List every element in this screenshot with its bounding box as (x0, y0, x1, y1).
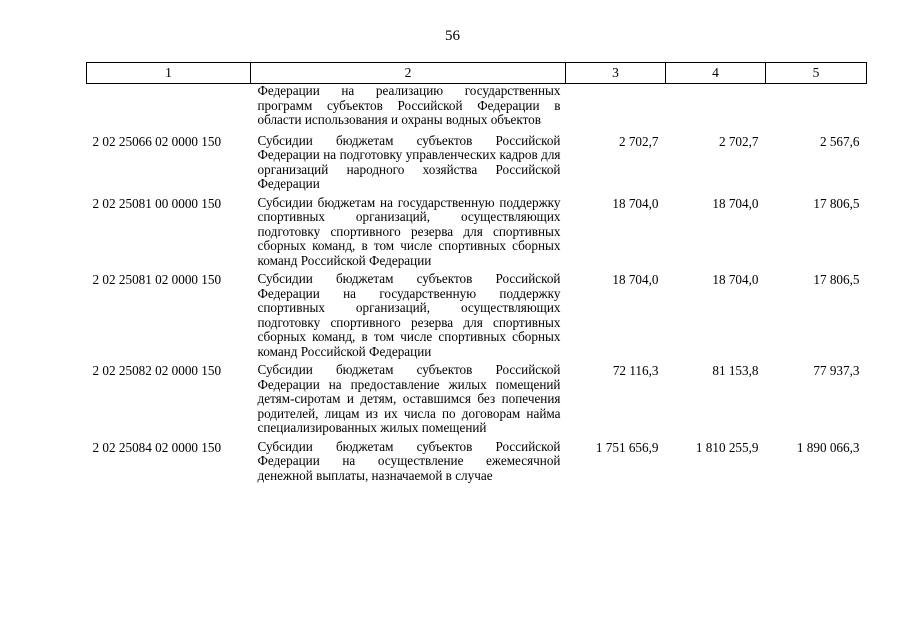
row-value-col5: 1 890 066,3 (796, 439, 860, 455)
column-header-5: 5 (766, 63, 867, 84)
continuation-name: Федерации на реализацию государственных программ субъектов Российской Федерации в области использования и охраны водных объектов (257, 83, 561, 127)
row-value-col5: 77 937,3 (813, 363, 860, 378)
row-value-col3: 72 116,3 (612, 363, 659, 378)
row-code: 2 02 25084 02 0000 150 (92, 439, 222, 455)
row-name: Субсидии бюджетам субъектов Российской Федерации на предоставление жилых помещений детям-сиротам и детям, оставшимся без попечения родителей, лицам из их числа по договорам найма специализированных жилых помещений (257, 362, 561, 435)
table-row (87, 134, 867, 196)
row-value-col4: 18 704,0 (712, 195, 759, 211)
row-value-col3: 2 702,7 (618, 133, 659, 149)
page-number: 56 (445, 28, 460, 44)
row-value-col3: 1 751 656,9 (595, 439, 659, 455)
column-header-3: 3 (566, 63, 666, 84)
row-code: 2 02 25081 02 0000 150 (92, 272, 222, 287)
column-header-1: 1 (87, 63, 251, 84)
row-name: Субсидии бюджетам на государственную поддержку спортивных организаций, осуществляющих подготовку спортивного резерва для спортивных сборных команд, в том числе спортивных сборных команд Российской Федерации (257, 194, 561, 268)
table-row (87, 440, 867, 488)
column-header-4: 4 (666, 63, 766, 84)
row-value-col5: 17 806,5 (813, 272, 860, 287)
budget-table (86, 62, 867, 487)
row-name: Субсидии бюджетам субъектов Российской Федерации на осуществление ежемесячной денежной выплаты, назначаемой в случае (257, 438, 561, 483)
row-code: 2 02 25081 00 0000 150 (92, 195, 222, 211)
column-header-2: 2 (251, 63, 566, 84)
row-value-col4: 1 810 255,9 (695, 439, 759, 455)
row-value-col4: 2 702,7 (718, 133, 759, 149)
row-value-col5: 17 806,5 (813, 195, 860, 211)
row-value-col3: 18 704,0 (612, 272, 659, 287)
row-value-col3: 18 704,0 (612, 195, 659, 211)
table-row (87, 272, 867, 363)
row-name: Субсидии бюджетам субъектов Российской Федерации на подготовку управленческих кадров для организаций народного хозяйства Российской Федерации (257, 132, 561, 191)
row-value-col4: 18 704,0 (712, 272, 759, 287)
table-row (87, 196, 867, 273)
row-name: Субсидии бюджетам субъектов Российской Федерации на государственную поддержку спортивных организаций, осуществляющих подготовку спортивного резерва для спортивных сборных команд, в том числе спортивных сборных команд Российской Федерации (257, 271, 561, 359)
table-header-row (87, 63, 867, 84)
row-code: 2 02 25082 02 0000 150 (92, 363, 222, 378)
table-row-continuation (87, 84, 867, 134)
row-value-col5: 2 567,6 (819, 133, 860, 149)
row-code: 2 02 25066 02 0000 150 (92, 133, 222, 149)
row-value-col4: 81 153,8 (712, 363, 759, 378)
table-row (87, 363, 867, 440)
